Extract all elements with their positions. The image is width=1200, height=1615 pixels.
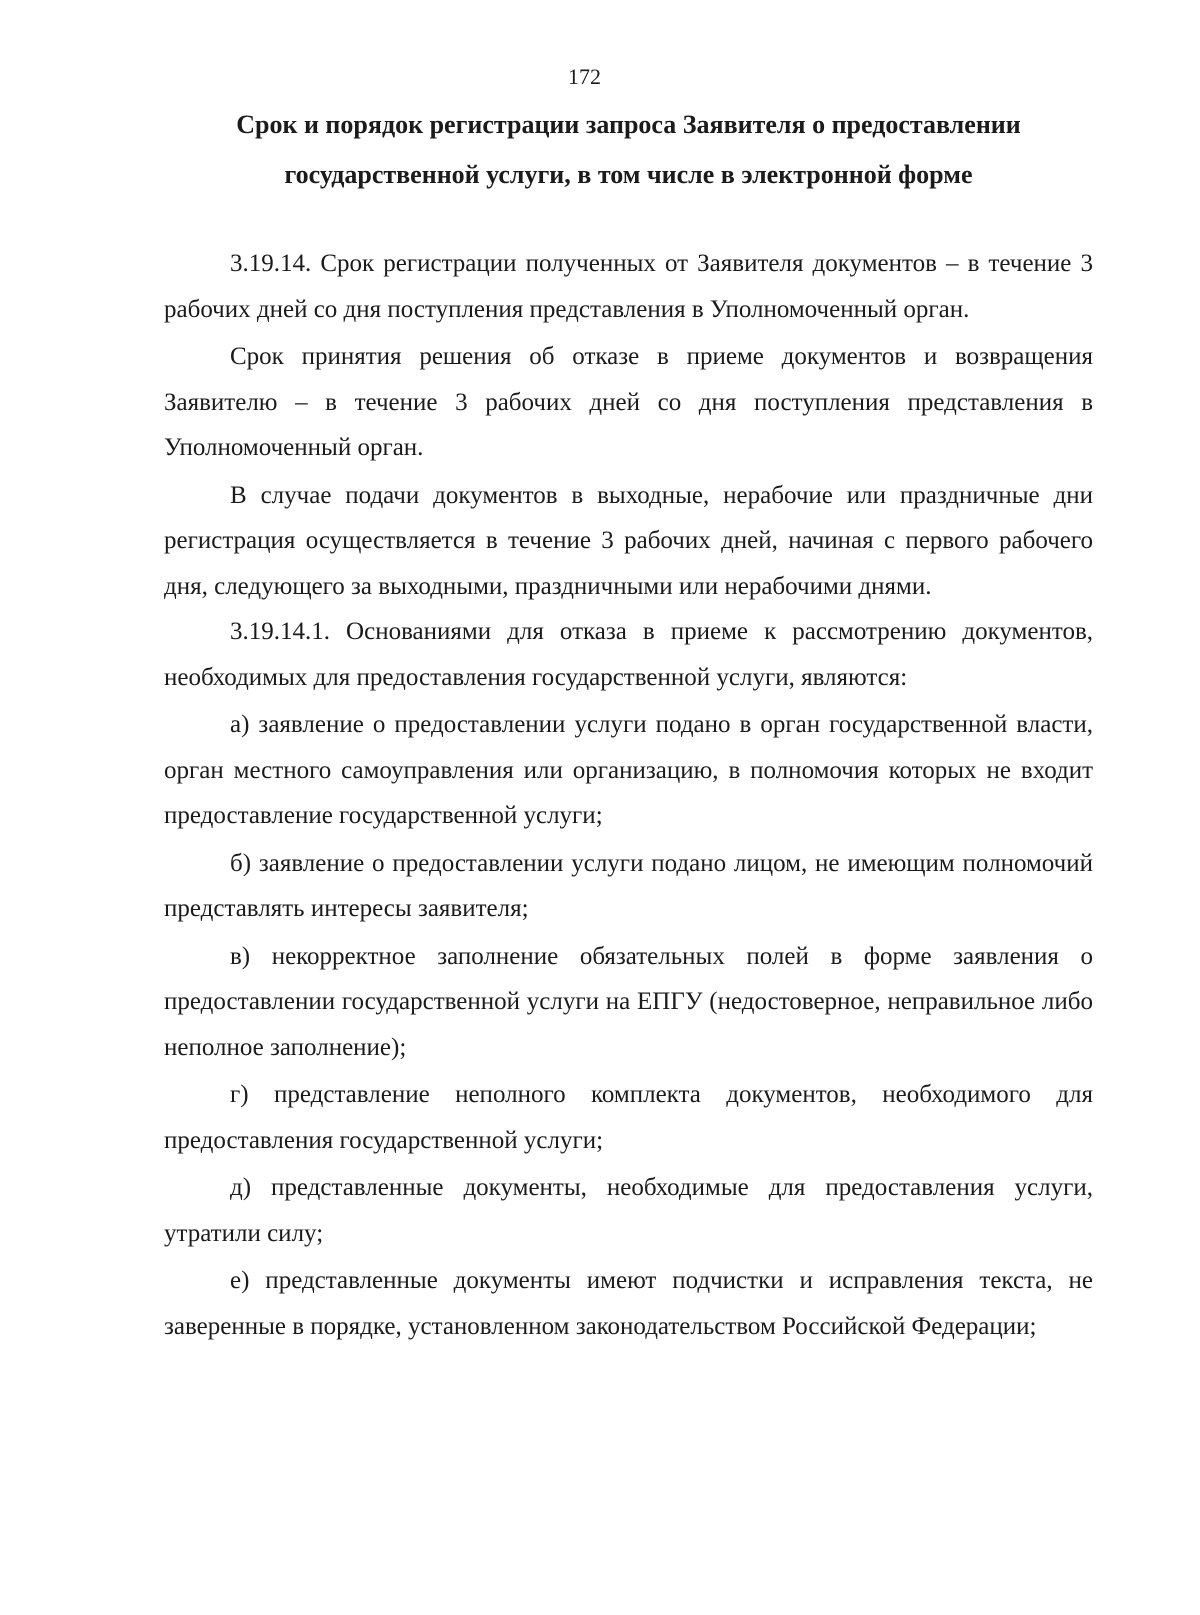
list-item-b: б) заявление о предоставлении услуги подано лицом, не имеющим полномочий представлять интересы заявителя; [164, 849, 1093, 922]
paragraph-refusal-term: Срок принятия решения об отказе в приеме документов и возвращения Заявителю – в течение 3 рабочих дней со дня поступления представления в Уполномоченный орган. [164, 343, 1093, 461]
paragraph-3-19-14: 3.19.14. Срок регистрации полученных от Заявителя документов – в течение 3 рабочих дней со дня поступления представления в Уполномоченный орган. [164, 250, 1093, 323]
page-number: 172 [568, 64, 601, 89]
list-item-v: в) некорректное заполнение обязательных полей в форме заявления о предоставлении государственной услуги на ЕПГУ (недостоверное, неправильное либо неполное заполнение); [164, 942, 1093, 1061]
section-heading-line-2: государственной услуги, в том числе в электронной форме [284, 160, 973, 189]
list-item-e: е) представленные документы имеют подчистки и исправления текста, не заверенные в порядке, установленном законодательством Российской Федерации; [164, 1267, 1093, 1340]
paragraph-3-19-14-1: 3.19.14.1. Основаниями для отказа в приеме к рассмотрению документов, необходимых для предоставления государственной услуги, являются: [164, 618, 1093, 691]
section-heading [164, 100, 1093, 200]
section-heading-line-1: Срок и порядок регистрации запроса Заявителя о предоставлении [236, 110, 1021, 139]
list-item-g: г) представление неполного комплекта документов, необходимого для предоставления государственной услуги; [164, 1081, 1093, 1154]
list-item-d: д) представленные документы, необходимые для предоставления услуги, утратили силу; [164, 1174, 1093, 1247]
paragraph-holidays: В случае подачи документов в выходные, нерабочие или праздничные дни регистрация осуществляется в течение 3 рабочих дней, начиная с первого рабочего дня, следующего за выходными, праздничными или нерабочими днями. [164, 481, 1093, 600]
list-item-a: а) заявление о предоставлении услуги подано в орган государственной власти, орган местного самоуправления или организацию, в полномочия которых не входит предоставление государственной услуги; [164, 711, 1093, 829]
